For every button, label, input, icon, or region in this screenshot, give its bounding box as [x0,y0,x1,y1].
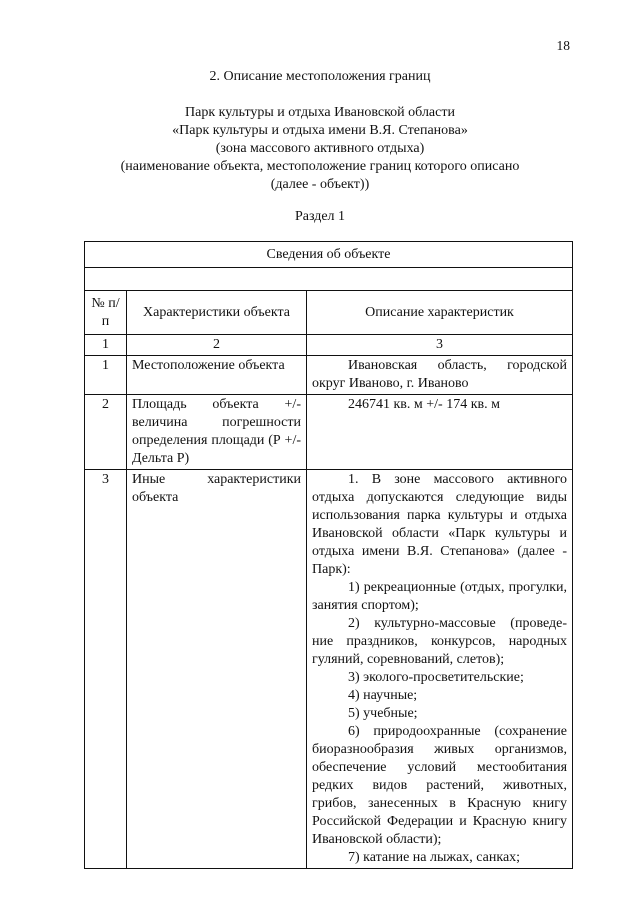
section-label [0,208,640,226]
row-description [307,395,573,470]
description-paragraph: 5) учебные; [348,706,418,721]
row-description [307,356,573,395]
column-numbers-row [85,335,573,356]
row-characteristic: Площадь объекта +/- величина погрешности определения площади (Р +/- Дельта Р) [127,395,307,470]
column-number: 2 [127,335,307,356]
row-characteristic: Местоположение объекта [127,356,307,395]
column-number: 1 [85,335,127,356]
header-description: Описание характеристик [307,291,573,335]
table-empty-row [85,268,573,291]
row-number: 1 [85,356,127,395]
section-label-text: Раздел 1 [294,209,346,224]
row-description [307,470,573,869]
column-number: 3 [307,335,573,356]
header-characteristics: Характеристики объекта [127,291,307,335]
description-paragraph: 1) рекреационные (отдых, прогулки, занятия спортом); [312,580,568,613]
page-number: 18 [556,38,570,53]
row-number: 2 [85,395,127,470]
table-row [85,470,573,869]
table-empty-cell [85,268,573,291]
header-num: № п/п [85,291,127,335]
table-header-row [85,291,573,335]
description-paragraph: 4) научные; [348,688,418,703]
object-caption-line: (далее - объект)) [270,177,370,192]
description-paragraph: 6) природоохранные (сохранение биоразнообразия живых организмов, обеспечение условий местообитания редких видов растений, животных, грибов, занесенных в Красную книгу Российской Федерации и Красную книгу Ивановской области); [312,724,568,847]
description-paragraph: Ивановская область, городской округ Иваново, г. Иваново [312,358,568,391]
table-row [85,356,573,395]
object-caption-line: (наименование объекта, местоположение границ которого описано [120,159,520,174]
object-name-line: «Парк культуры и отдыха имени В.Я. Степанова» [172,123,468,138]
object-name-line: Парк культуры и отдыха Ивановской области [185,105,455,120]
description-paragraph: 246741 кв. м +/- 174 кв. м [348,397,500,412]
table-caption-row [85,242,573,268]
description-paragraph: 2) культурно-массовые (проведе- ние праздников, конкурсов, народных гуляний, соревнований, слетов); [312,616,568,667]
row-characteristic: Иные характеристики объекта [127,470,307,869]
description-paragraph: 7) катание на лыжах, санках; [348,850,521,865]
description-paragraph: 3) эколого-просветительские; [348,670,524,685]
row-number: 3 [85,470,127,869]
section-title-text: 2. Описание местоположения границ [209,69,431,84]
object-header [0,104,640,194]
section-title [0,68,640,86]
object-info-table [84,241,573,869]
table-caption: Сведения об объекте [85,242,573,268]
object-name-line: (зона массового активного отдыха) [215,141,425,156]
description-paragraph: 1. В зоне массового активного отдыха допускаются следующие виды использования парка культуры и отдыха Ивановской области «Парк культуры и отдыха имени В.Я. Степанова» (далее - Парк): [312,472,568,577]
table-row [85,395,573,470]
